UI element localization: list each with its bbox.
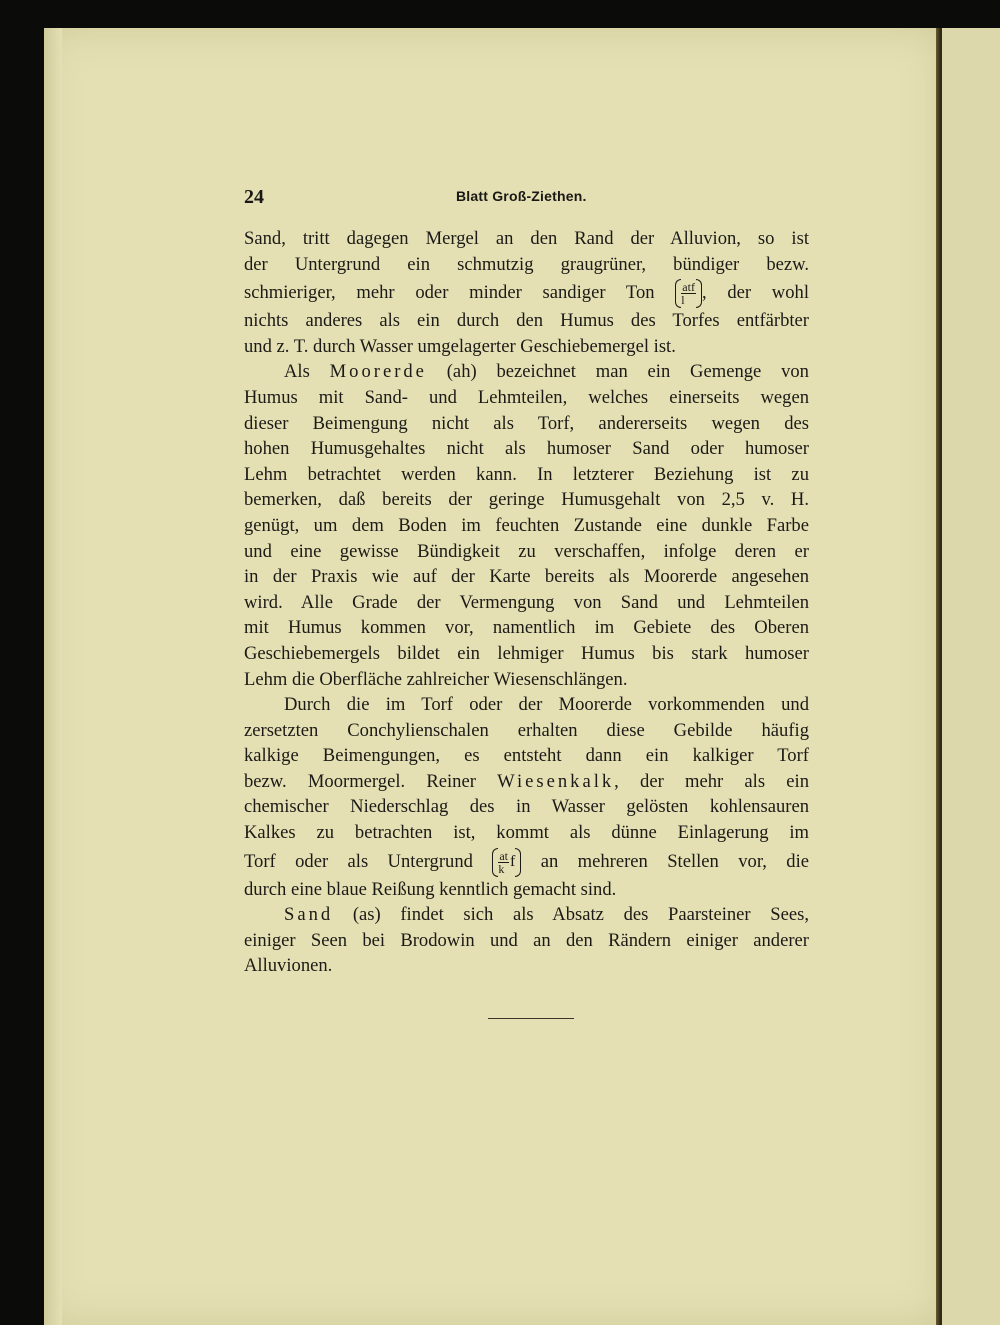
text-segment: wird. Alle Grade der Vermengung von Sand und Lehmteilen <box>244 591 809 613</box>
text-segment: bezw. Moormergel. Reiner <box>244 770 498 792</box>
text-line <box>244 385 809 411</box>
text-segment: zersetzten Conchylienschalen erhalten diese Gebilde häufig <box>244 719 809 741</box>
text-segment: Als <box>284 361 330 383</box>
text-segment: und z. T. durch Wasser umgelagerter Geschiebemergel ist. <box>244 335 676 357</box>
text-segment: Sand, tritt dagegen Mergel an den Rand der Alluvion, so ist <box>244 228 809 249</box>
formula-denominator: k <box>498 861 505 876</box>
text-segment: an mehreren Stellen vor, die <box>521 850 810 872</box>
text-line <box>244 513 809 539</box>
text-line <box>244 692 809 718</box>
formula-denominator: l <box>681 293 685 308</box>
text-line <box>244 820 809 846</box>
text-line <box>244 846 809 877</box>
text-segment: Geschiebemergels bildet ein lehmiger Humus bis stark humoser <box>244 642 809 664</box>
body-text <box>244 226 809 979</box>
text-segment: hohen Humusgehaltes nicht als humoser Sand oder humoser <box>244 438 809 460</box>
text-segment: (ah) bezeichnet man ein Gemenge von <box>426 361 809 383</box>
text-line <box>244 743 809 769</box>
text-segment: Torf oder als Untergrund <box>244 850 493 872</box>
text-line <box>244 718 809 744</box>
map-symbol-formula <box>492 850 521 875</box>
text-line <box>244 794 809 820</box>
text-line <box>244 436 809 462</box>
text-line <box>244 252 809 278</box>
text-line <box>244 539 809 565</box>
text-segment: schmieriger, mehr oder minder sandiger Ton <box>244 282 676 304</box>
text-line <box>244 308 809 334</box>
text-segment: Kalkes zu betrachten ist, kommt als dünne Einlagerung im <box>244 822 809 844</box>
text-line <box>244 411 809 437</box>
text-line <box>244 590 809 616</box>
formula-numerator: atf <box>682 280 695 295</box>
page-header <box>244 186 806 210</box>
text-segment: Humus mit Sand- und Lehmteilen, welches einerseits wegen <box>244 386 809 408</box>
text-line <box>244 667 809 693</box>
text-line <box>244 902 809 928</box>
page-edge-shadow <box>44 28 62 1325</box>
text-line <box>244 953 809 979</box>
text-line <box>244 334 809 360</box>
text-segment: , der mehr als ein <box>614 770 809 792</box>
text-segment: durch eine blaue Reißung kenntlich gemacht sind. <box>244 878 617 900</box>
text-segment: mit Humus kommen vor, namentlich im Gebiete des Oberen <box>244 617 809 639</box>
text-line <box>244 226 809 252</box>
text-line <box>244 769 809 795</box>
text-segment: Lehm betrachtet werden kann. In letzterer Beziehung ist zu <box>244 463 809 485</box>
text-line <box>244 487 809 513</box>
map-symbol-formula <box>675 281 702 306</box>
text-segment: bemerken, daß bereits der geringe Humusgehalt von 2,5 v. H. <box>244 489 809 511</box>
text-segment: und eine gewisse Bündigkeit zu verschaffen, infolge deren er <box>244 540 809 562</box>
text-line <box>244 462 809 488</box>
text-segment: chemischer Niederschlag des in Wasser gelösten kohlensauren <box>244 796 809 818</box>
formula-fraction <box>498 850 509 875</box>
text-segment: einiger Seen bei Brodowin und an den Rändern einiger anderer <box>244 929 809 951</box>
text-segment: genügt, um dem Boden im feuchten Zustande eine dunkle Farbe <box>244 514 809 536</box>
page-number: 24 <box>244 186 264 208</box>
text-segment: (as) findet sich als Absatz des Paarsteiner Sees, <box>333 904 809 926</box>
text-line <box>244 277 809 308</box>
spaced-term: Sand <box>284 904 334 926</box>
text-line <box>244 641 809 667</box>
formula-suffix: f <box>510 853 516 871</box>
text-segment: der Untergrund ein schmutzig graugrüner, bündiger bezw. <box>244 253 809 275</box>
spaced-term: Wiesenkalk <box>497 770 615 792</box>
facing-page-edge <box>942 28 1000 1325</box>
text-segment: in der Praxis wie auf der Karte bereits als Moorerde angesehen <box>244 566 809 588</box>
text-segment: , der wohl <box>701 282 809 304</box>
text-segment: Durch die im Torf oder der Moorerde vorkommenden und <box>284 694 809 716</box>
text-line <box>244 928 809 954</box>
text-segment: kalkige Beimengungen, es entsteht dann ein kalkiger Torf <box>244 745 809 767</box>
formula-fraction <box>681 281 696 306</box>
text-segment: Alluvionen. <box>244 955 333 977</box>
text-segment: nichts anderes als ein durch den Humus des Torfes entfärbter <box>244 310 809 332</box>
text-line <box>244 877 809 903</box>
formula-numerator: at <box>499 848 508 863</box>
text-segment: Lehm die Oberfläche zahlreicher Wiesenschlängen. <box>244 668 628 690</box>
spaced-term: Moorerde <box>329 361 427 383</box>
text-line <box>244 615 809 641</box>
running-title: Blatt Groß-Ziethen. <box>456 188 587 204</box>
text-line <box>244 564 809 590</box>
text-line <box>244 359 809 385</box>
text-segment: dieser Beimengung nicht als Torf, andererseits wegen des <box>244 412 809 434</box>
section-end-rule <box>488 1018 574 1019</box>
